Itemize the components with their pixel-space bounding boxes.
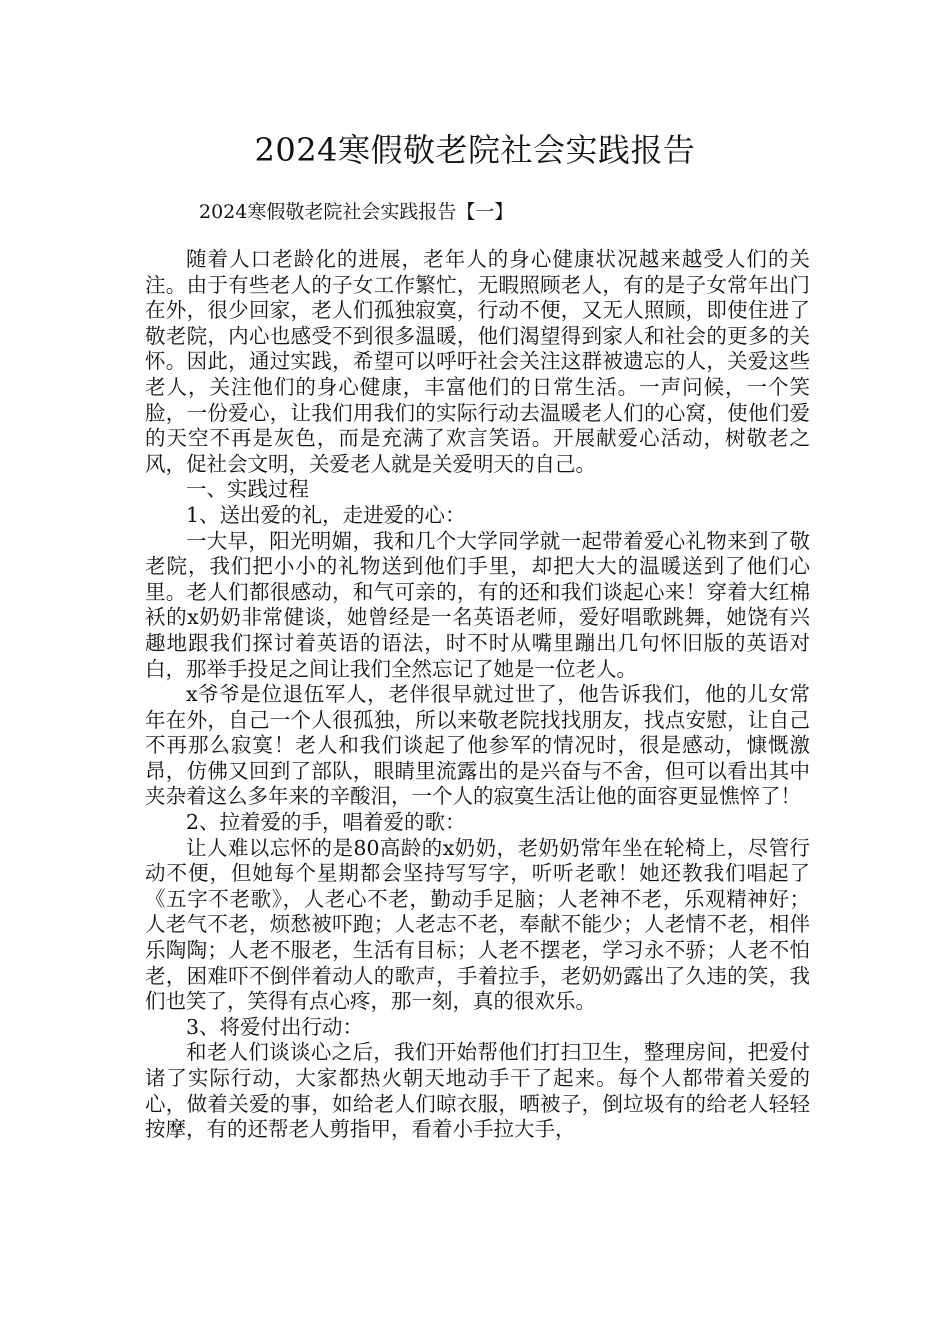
section-subtitle: 2024寒假敬老院社会实践报告【一】 xyxy=(199,201,514,223)
paragraph-song: 让人难以忘怀的是80高龄的x奶奶，老奶奶常年坐在轮椅上，尽管行动不便，但她每个星期都会坚持写写字，听听老歌！她还教我们唱起了《五字不老歌》，人老心不老，勤动手足脑；人老神不老，乐观精神好；人老气不老，烦愁被吓跑；人老志不老，奉献不能少；人老情不老，相伴乐陶陶；人老不服老，生活有目标；人老不摆老，学习永不骄；人老不怕老，困难吓不倒伴着动人的歌声，手着拉手，老奶奶露出了久违的笑，我们也笑了，笑得有点心疼，那一刻，真的很欢乐。 xyxy=(145,835,810,1014)
paragraph-veteran: x爷爷是位退伍军人，老伴很早就过世了，他告诉我们，他的儿女常年在外，自己一个人很孤独，所以来敬老院找找朋友，找点安慰，让自己不再那么寂寞！老人和我们谈起了他参军的情况时，很是感动，慷慨激昂，仿佛又回到了部队，眼睛里流露出的是兴奋与不舍，但可以看出其中夹杂着这么多年来的辛酸泪，一个人的寂寞生活让他的面容更显憔悴了！ xyxy=(145,682,810,809)
subsection-heading-1: 1、送出爱的礼，走进爱的心： xyxy=(186,502,466,527)
paragraph-gifts: 一大早，阳光明媚，我和几个大学同学就一起带着爱心礼物来到了敬老院，我们把小小的礼物送到他们手里，却把大大的温暖送到了他们心里。老人们都很感动，和气可亲的，有的还和我们谈起心来！穿着大红棉袄的x奶奶非常健谈，她曾经是一名英语老师，爱好唱歌跳舞，她饶有兴趣地跟我们探讨着英语的语法，时不时从嘴里蹦出几句怀旧版的英语对白，那举手投足之间让我们全然忘记了她是一位老人。 xyxy=(145,528,810,681)
paragraph-action: 和老人们谈谈心之后，我们开始帮他们打扫卫生，整理房间，把爱付诸了实际行动，大家都热火朝天地动手干了起来。每个人都带着关爱的心，做着关爱的事，如给老人们晾衣服，晒被子，倒垃圾有的给老人轻轻按摩，有的还帮老人剪指甲，看着小手拉大手， xyxy=(145,1040,810,1142)
document-body xyxy=(145,247,810,1143)
subsection-heading-3: 3、将爱付出行动： xyxy=(186,1014,364,1039)
document-title: 2024寒假敬老院社会实践报告 xyxy=(254,131,696,169)
subsection-heading-2: 2、拉着爱的手，唱着爱的歌： xyxy=(186,810,466,835)
section-heading-process: 一、实践过程 xyxy=(186,477,309,502)
paragraph-intro: 随着人口老龄化的进展，老年人的身心健康状况越来越受人们的关注。由于有些老人的子女工作繁忙，无暇照顾老人，有的是子女常年出门在外，很少回家，老人们孤独寂寞，行动不便，又无人照顾，即使住进了敬老院，内心也感受不到很多温暖，他们渴望得到家人和社会的更多的关怀。因此，通过实践，希望可以呼吁社会关注这群被遗忘的人，关爱这些老人，关注他们的身心健康，丰富他们的日常生活。一声问候，一个笑脸，一份爱心，让我们用我们的实际行动去温暖老人们的心窝，使他们爱的天空不再是灰色，而是充满了欢言笑语。开展献爱心活动，树敬老之风，促社会文明，关爱老人就是关爱明天的自己。 xyxy=(145,247,810,476)
